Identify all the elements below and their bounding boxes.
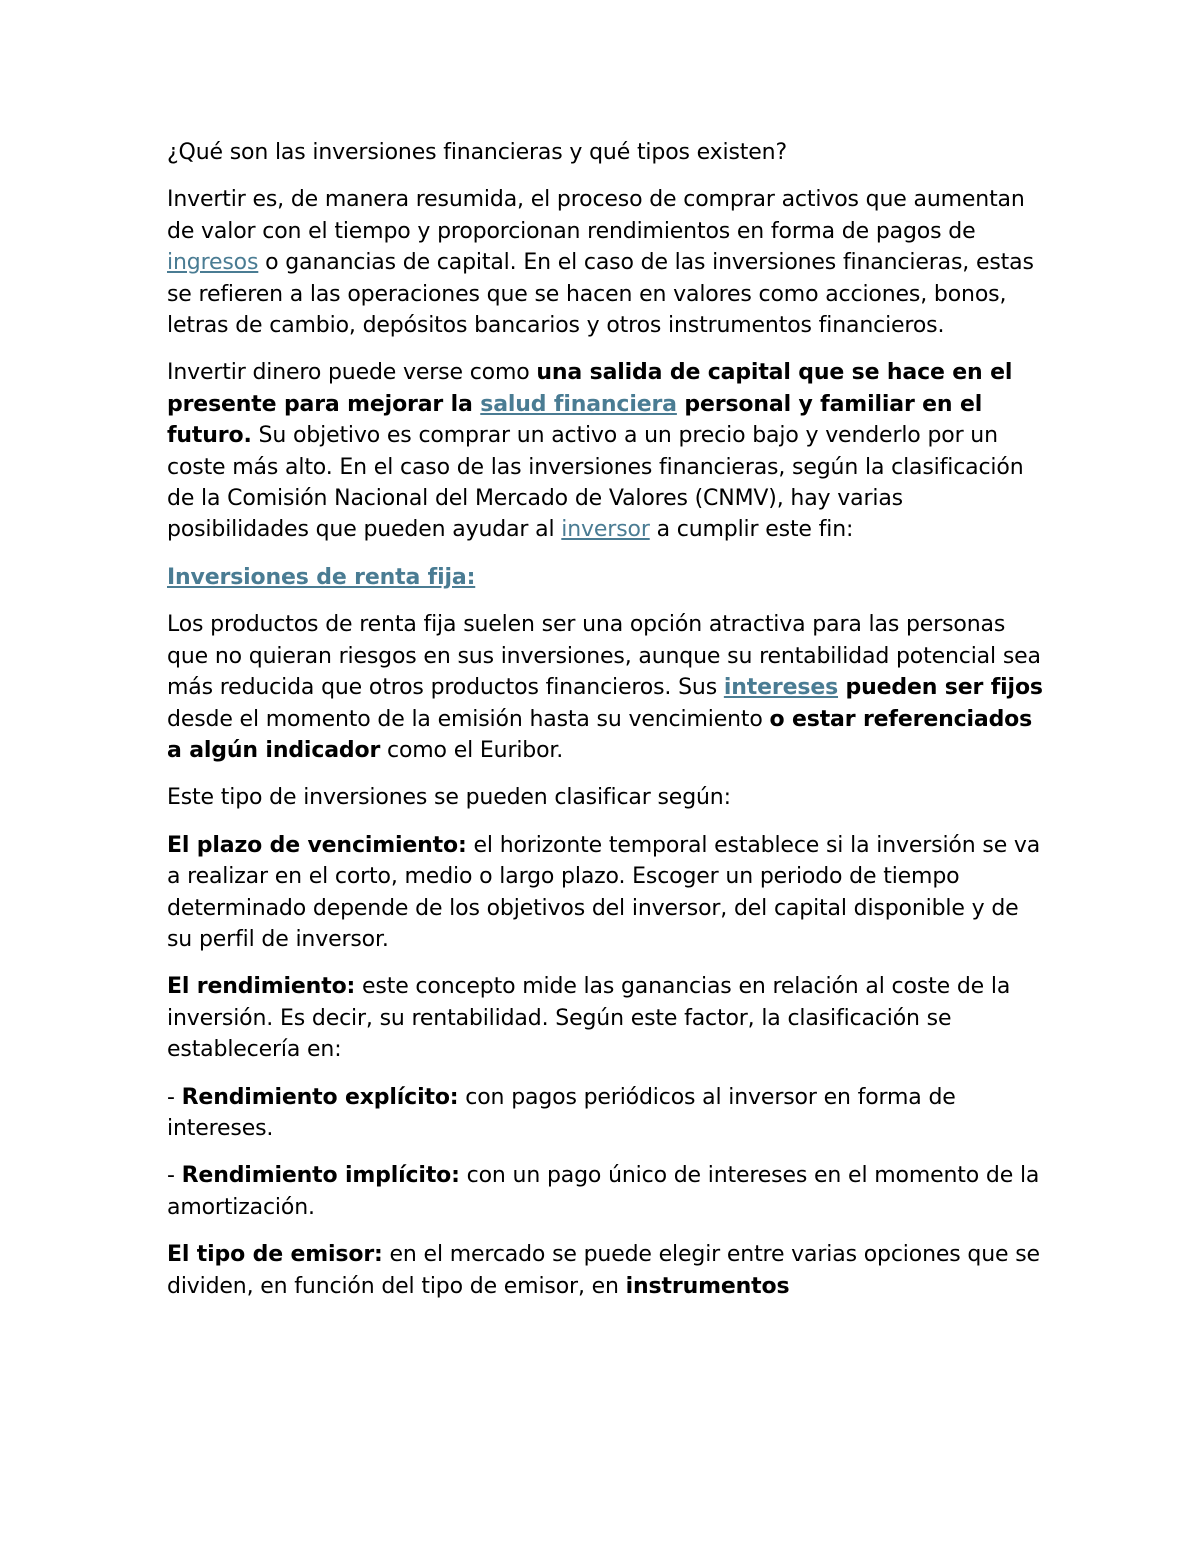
- document-body: [167, 137, 1047, 1318]
- text: el horizonte temporal establece si la inversión se va a realizar en el corto, medio o largo plazo. Escoger un periodo de tiempo determinado depende de los objetivos del inversor, del capital disponible y de su perfil de inversor.: [167, 832, 1041, 952]
- link-inversor[interactable]: inversor: [561, 517, 650, 543]
- paragraph-classification-intro: Este tipo de inversiones se pueden clasificar según:: [167, 785, 731, 811]
- bold-text: Rendimiento implícito:: [181, 1163, 460, 1189]
- text: con pagos periódicos al inversor en forma de intereses.: [167, 1084, 956, 1141]
- list-item-rendimiento-implicito: [167, 1160, 1047, 1223]
- link-salud-financiera[interactable]: salud financiera: [480, 391, 677, 417]
- paragraph-renta-fija: [167, 609, 1047, 766]
- paragraph-tipo-emisor: [167, 1239, 1047, 1302]
- paragraph-rendimiento: [167, 971, 1047, 1065]
- document-title: ¿Qué son las inversiones financieras y qué tipos existen?: [167, 140, 787, 165]
- text: desde el momento de la emisión hasta su vencimiento: [167, 706, 770, 732]
- text: Los productos de renta fija suelen ser una opción atractiva para las personas que no quieran riesgos en sus inversiones, aunque su rentabilidad potencial sea más reducida que otros productos financieros. Sus: [167, 612, 1041, 701]
- bold-text: personal y familiar en el futuro.: [167, 391, 983, 449]
- bold-text: una salida de capital que se hace en el presente para mejorar la: [167, 360, 1013, 417]
- text: este concepto mide las ganancias en relación al coste de la inversión. Es decir, su rentabilidad. Según este factor, la clasificación se establecería en:: [167, 974, 1011, 1063]
- paragraph-plazo-vencimiento: [167, 830, 1047, 956]
- list-item-rendimiento-explicito: [167, 1082, 1047, 1145]
- paragraph-investing-definition: [167, 184, 1047, 341]
- bold-text: o estar referenciados a algún indicador: [167, 706, 1033, 763]
- bold-text: Rendimiento explícito:: [181, 1084, 459, 1110]
- section-heading-renta-fija: [167, 562, 1047, 593]
- text: o ganancias de capital. En el caso de las inversiones financieras, estas se refieren a las operaciones que se hacen en valores como acciones, bonos, letras de cambio, depósitos bancarios y otros instrumentos financieros.: [167, 250, 1034, 339]
- bold-text: El rendimiento:: [167, 974, 356, 1000]
- text: en el mercado se puede elegir entre varias opciones que se dividen, en función del tipo de emisor, en: [167, 1242, 1040, 1299]
- link-intereses[interactable]: intereses: [723, 675, 839, 701]
- bold-text: instrumentos: [625, 1273, 790, 1299]
- bold-text: pueden ser fijos: [838, 675, 1043, 701]
- bold-text: El plazo de vencimiento:: [167, 832, 467, 858]
- link-renta-fija-heading[interactable]: Inversiones de renta fija:: [167, 564, 476, 590]
- dash: -: [167, 1163, 182, 1189]
- text: Invertir es, de manera resumida, el proceso de comprar activos que aumentan de valor con el tiempo y proporcionan rendimientos en forma de pagos de: [167, 187, 1025, 244]
- text: como el Euribor.: [380, 737, 564, 763]
- text: Invertir dinero puede verse como: [167, 360, 537, 386]
- paragraph-capital-outflow: [167, 357, 1047, 545]
- text: a cumplir este fin:: [649, 517, 854, 543]
- text: con un pago único de intereses en el momento de la amortización.: [167, 1163, 1040, 1220]
- text: Su objetivo es comprar un activo a un precio bajo y venderlo por un coste más alto. En el caso de las inversiones financieras, según la clasificación de la Comisión Nacional del Mercado de Valores (CNMV), hay varias posibilidades que pueden ayudar al: [167, 423, 1024, 543]
- link-ingresos[interactable]: ingresos: [167, 250, 259, 276]
- dash: -: [167, 1084, 182, 1110]
- bold-text: El tipo de emisor:: [167, 1242, 383, 1268]
